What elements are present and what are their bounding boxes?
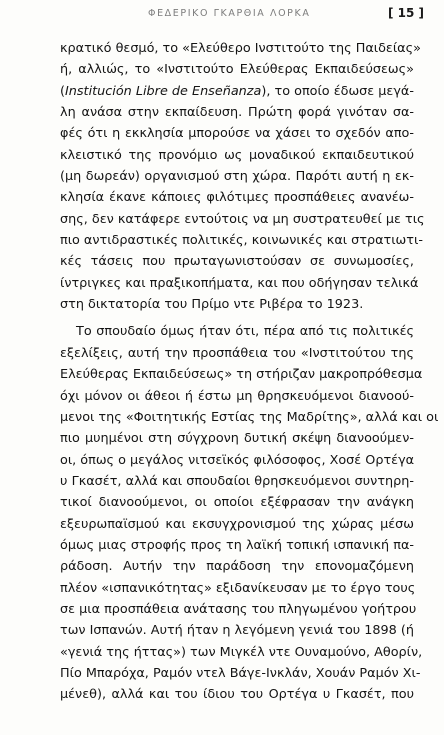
text-line: των Ισπανών. Αυτή ήταν η λεγόμενη γενιά του 1898 (ή	[60, 623, 414, 639]
page-number: [ 15 ]	[388, 6, 425, 20]
text-line: εξελίξεις, αυτή την προσπάθεια του «Ινστιτούτου της	[60, 345, 414, 361]
running-head-title: ΦΕΔΕΡΙΚΟ ΓΚΑΡΘΙΑ ΛΟΡΚΑ	[148, 8, 311, 19]
text-line: στη δικτατορία του Πρίμο ντε Ριβέρα το 1923.	[60, 297, 364, 313]
text-line: πλέον «ισπανικότητας» εξιδανίκευσαν με το έργο τους	[60, 580, 416, 596]
text-line: πιο μυημένοι στη σύγχρονη δυτική σκέψη διανοούμεν-	[60, 431, 414, 447]
paragraph	[60, 38, 425, 315]
text-line: λη ανάσα στην εκπαίδευση. Πρώτη φορά γινόταν σα-	[60, 105, 414, 121]
text-line: πιο αντιδραστικές πολιτικές, κοινωνικές και στρατιωτι-	[60, 233, 423, 249]
text-line: σε μια προσπάθεια ανάτασης του πληγωμένου γοήτρου	[60, 601, 417, 617]
text-run: (	[60, 83, 65, 99]
text-line: τικοί διανοούμενοι, οι οποίοι εξέφρασαν την ανάγκη	[60, 495, 414, 511]
text-line: ίντριγκες και πραξικοπήματα, και που οδήγησαν τελικά	[60, 275, 419, 291]
text-line: Το σπουδαίο όμως ήταν ότι, πέρα από τις πολιτικές	[76, 324, 414, 340]
text-line: όχι μόνον οι άθεοι ή έστω μη θρησκευόμενοι διανοού-	[60, 388, 414, 404]
text-line: (μη δωρεάν) οργανισμού στη χώρα. Παρότι αυτή η εκ-	[60, 169, 414, 185]
text-line: κρατικό θεσμό, το «Ελεύθερο Ινστιτούτο της Παιδείας»	[60, 41, 421, 56]
body-text	[60, 38, 439, 706]
text-line: όμως μιας στροφής προς τη λαϊκή τοπική ισπανική πα-	[60, 537, 414, 553]
text-run: ), το οποίο έδωσε μεγά-	[261, 83, 414, 99]
paragraph	[60, 321, 439, 705]
text-line	[60, 81, 414, 102]
text-line: σης, δεν κατάφερε εντούτοις να μη συστρατευθεί με τις	[60, 211, 425, 227]
text-line: Ελεύθερας Εκπαιδεύσεως» τη στήριζαν μακροπρόθεσμα	[60, 367, 423, 383]
text-line: μένεθ), αλλά και του ίδιου του Ορτέγα υ Γκασέτ, που	[60, 687, 414, 703]
text-line: κλειστικό της προνόμιο ως μοναδικού εκπαιδευτικού	[60, 147, 414, 163]
text-line: υ Γκασέτ, αλλά και σπουδαίοι θρησκευόμενοι συντηρη-	[60, 473, 414, 489]
text-line: ράδοση. Αυτήν την παράδοση την επονομαζόμενη	[60, 559, 414, 575]
text-line: εξευρωπαϊσμού και εκσυγχρονισμού της χώρας μέσω	[60, 516, 414, 532]
text-line: μενοι της «Φοιτητικής Εστίας της Μαδρίτης», αλλά και οι	[60, 409, 439, 425]
text-line: Πίο Μπαρόχα, Ραμόν ντελ Βάγε-Ινκλάν, Χουάν Ραμόν Χι-	[60, 665, 421, 681]
text-line: οι, όπως ο μεγάλος νιτσεϊκός φιλόσοφος, Χοσέ Ορτέγα	[60, 452, 415, 468]
text-line: κές τάσεις που πρωταγωνιστούσαν σε συνωμοσίες,	[60, 254, 414, 270]
text-line: «γενιά της ήττας») των Μιγκέλ ντε Ουναμούνο, Αθορίν,	[60, 644, 423, 660]
text-line: ή, αλλιώς, το «Ινστιτούτο Ελεύθερας Εκπαιδεύσεως»	[60, 62, 414, 78]
text-line: κλησία έκανε κάποιες φιλότιμες προσπάθειες ανανέω-	[60, 190, 414, 206]
italic-phrase: Institución Libre de Enseñanza	[65, 83, 262, 99]
text-line: φές ότι η εκκλησία μπορούσε να χάσει το σχεδόν απο-	[60, 126, 414, 142]
running-head	[0, 6, 444, 26]
